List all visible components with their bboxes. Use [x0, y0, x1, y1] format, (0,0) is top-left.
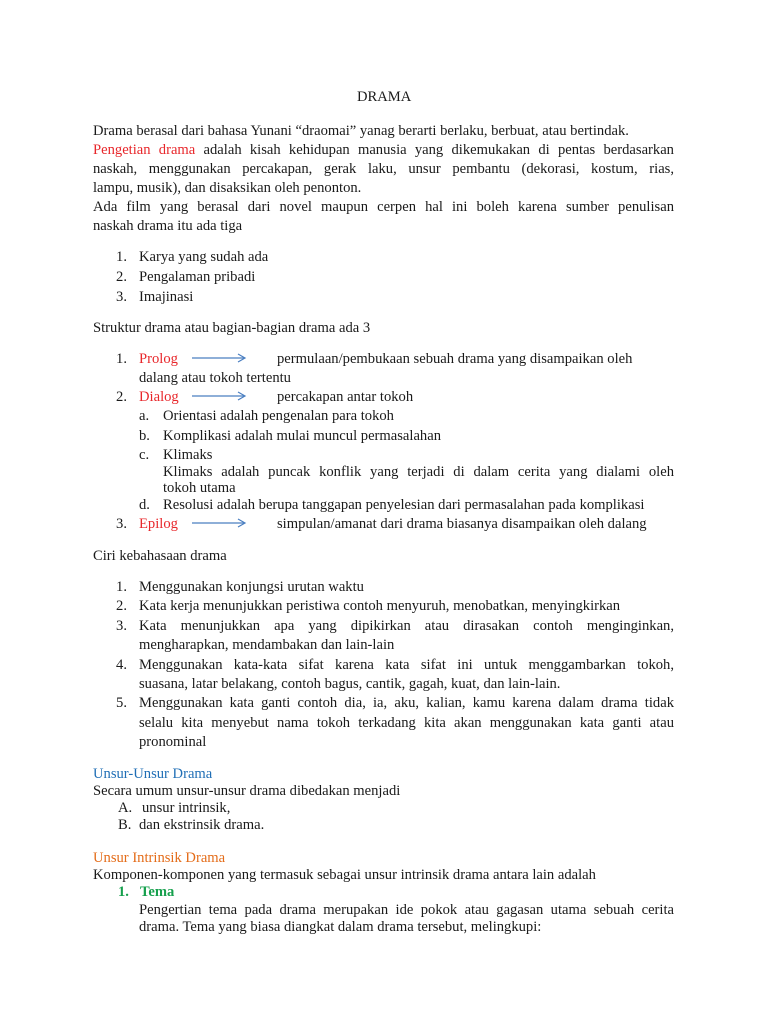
sub-item: Resolusi adalah berupa tanggapan penyelesian dari permasalahan pada komplikasi: [163, 497, 645, 513]
arrow-icon: [190, 389, 250, 403]
ciri-item: Menggunakan konjungsi urutan waktu: [139, 579, 364, 595]
ciri-heading: Ciri kebahasaan drama: [93, 548, 227, 564]
epilog-desc: simpulan/amanat dari drama biasanya disampaikan oleh dalang: [277, 516, 647, 532]
list-number: 5.: [116, 695, 127, 711]
sub-mark: a.: [139, 408, 150, 424]
unsur-item: dan ekstrinsik drama.: [139, 817, 265, 833]
ciri-item-cont: suasana, latar belakang, contoh bagus, cantik, gagah, kuat, dan lain-lain.: [139, 676, 561, 692]
ciri-item-cont: mengharapkan, mendambakan dan lain-lain: [139, 637, 395, 653]
list-number: 3.: [116, 289, 127, 305]
intro-line-1: Drama berasal dari bahasa Yunani “draomai” yanag berarti berlaku, berbuat, atau bertindak.: [93, 123, 629, 139]
list-item: Karya yang sudah ada: [139, 249, 269, 265]
ciri-item: Kata kerja menunjukkan peristiwa contoh menyuruh, menobatkan, menyingkirkan: [139, 598, 621, 614]
list-number: 2.: [116, 389, 127, 405]
list-item: Imajinasi: [139, 289, 194, 305]
list-item: Pengalaman pribadi: [139, 269, 256, 285]
ciri-item-cont: selalu kita menyebut nama tokoh terkadang kita akan menggunakan kata ganti atau: [139, 715, 674, 731]
definition-line-1: [93, 141, 674, 160]
unsur-mark: A.: [118, 800, 133, 816]
arrow-icon: [190, 351, 250, 365]
film-line-1: Ada film yang berasal dari novel maupun cerpen hal ini boleh karena sumber penulisan: [93, 199, 674, 215]
definition-line-3: lampu, musik), dan disaksikan oleh penonton.: [93, 180, 362, 196]
ciri-item: Kata menunjukkan apa yang dipikirkan atau dirasakan contoh menginginkan,: [139, 618, 674, 634]
dialog-term: Dialog: [139, 389, 179, 405]
sub-mark: c.: [139, 447, 150, 463]
unsur-item: unsur intrinsik,: [142, 800, 231, 816]
definition-text: adalah kisah kehidupan manusia yang dikemukakan di pentas berdasarkan: [203, 142, 674, 158]
ciri-item-cont: pronominal: [139, 734, 207, 750]
list-number: 4.: [116, 657, 127, 673]
film-line-2: naskah drama itu ada tiga: [93, 218, 243, 234]
tema-number: 1.: [118, 884, 129, 900]
klimaks-desc-2: tokoh utama: [163, 480, 236, 496]
epilog-term: Epilog: [139, 516, 178, 532]
unsur-text: Secara umum unsur-unsur drama dibedakan menjadi: [93, 783, 401, 799]
klimaks-desc-1: Klimaks adalah puncak konflik yang terjadi di dalam cerita yang dialami oleh: [163, 464, 674, 480]
intrinsik-text: Komponen-komponen yang termasuk sebagai unsur intrinsik drama antara lain adalah: [93, 867, 596, 883]
intrinsik-heading: Unsur Intrinsik Drama: [93, 850, 226, 866]
tema-line-2: drama. Tema yang biasa diangkat dalam drama tersebut, melingkupi:: [139, 919, 542, 935]
sub-mark: b.: [139, 428, 150, 444]
prolog-desc-2: dalang atau tokoh tertentu: [139, 370, 291, 386]
list-number: 3.: [116, 516, 127, 532]
prolog-term: Prolog: [139, 351, 178, 367]
list-number: 1.: [116, 579, 127, 595]
list-number: 2.: [116, 269, 127, 285]
dialog-desc: percakapan antar tokoh: [277, 389, 414, 405]
sub-item: Klimaks: [163, 447, 213, 463]
unsur-mark: B.: [118, 817, 132, 833]
arrow-icon: [190, 516, 250, 530]
document-title: DRAMA: [357, 89, 412, 105]
tema-line-1: Pengertian tema pada drama merupakan ide pokok atau gagasan utama sebuah cerita: [139, 902, 674, 918]
sub-item: Komplikasi adalah mulai muncul permasalahan: [163, 428, 442, 444]
list-number: 1.: [116, 351, 127, 367]
tema-label: Tema: [140, 884, 175, 900]
definition-line-2: naskah, menggunakan percakapan, gerak laku, unsur pembantu (dekorasi, kostum, rias,: [93, 161, 674, 177]
structure-heading: Struktur drama atau bagian-bagian drama ada 3: [93, 320, 371, 336]
list-number: 1.: [116, 249, 127, 265]
sub-item: Orientasi adalah pengenalan para tokoh: [163, 408, 394, 424]
list-number: 3.: [116, 618, 127, 634]
definition-term: Pengetian drama: [93, 142, 196, 158]
ciri-item: Menggunakan kata ganti contoh dia, ia, aku, kalian, kamu karena dalam drama tidak: [139, 695, 674, 711]
ciri-item: Menggunakan kata-kata sifat karena kata sifat ini untuk menggambarkan tokoh,: [139, 657, 674, 673]
prolog-desc-1: permulaan/pembukaan sebuah drama yang disampaikan oleh: [277, 351, 633, 367]
sub-mark: d.: [139, 497, 150, 513]
unsur-heading: Unsur-Unsur Drama: [93, 766, 213, 782]
list-number: 2.: [116, 598, 127, 614]
